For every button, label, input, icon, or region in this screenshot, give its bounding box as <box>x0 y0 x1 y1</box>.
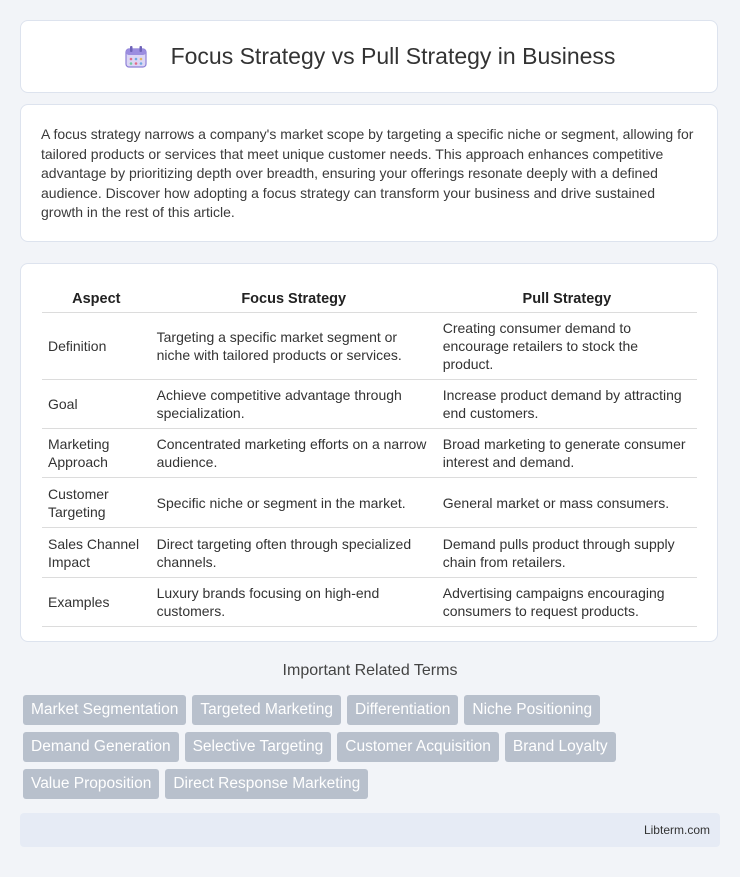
tag-value-proposition[interactable]: Value Proposition <box>23 769 159 799</box>
cell-aspect: Marketing Approach <box>42 429 151 478</box>
tag-niche-positioning[interactable]: Niche Positioning <box>464 695 600 725</box>
column-header-pull: Pull Strategy <box>437 284 697 313</box>
footer-site-link[interactable]: Libterm.com <box>643 823 710 837</box>
cell-aspect: Examples <box>42 578 151 627</box>
cell-aspect: Sales Channel Impact <box>42 528 151 578</box>
table-row <box>42 380 697 429</box>
table-row <box>42 313 697 380</box>
cell-pull: Demand pulls product through supply chain from retailers. <box>437 528 697 578</box>
tag-differentiation[interactable]: Differentiation <box>347 695 458 725</box>
comparison-table-card <box>20 263 718 642</box>
tag-customer-acquisition[interactable]: Customer Acquisition <box>337 732 499 762</box>
cell-pull: Broad marketing to generate consumer interest and demand. <box>437 429 697 478</box>
tag-row <box>23 769 723 799</box>
table-row <box>42 578 697 627</box>
page-title: Focus Strategy vs Pull Strategy in Business <box>170 43 616 69</box>
cell-focus: Achieve competitive advantage through specialization. <box>151 380 437 429</box>
cell-focus: Direct targeting often through specialized channels. <box>151 528 437 578</box>
column-header-focus: Focus Strategy <box>151 284 437 313</box>
cell-aspect: Customer Targeting <box>42 478 151 528</box>
cell-pull: Creating consumer demand to encourage retailers to stock the product. <box>437 313 697 380</box>
cell-pull: Advertising campaigns encouraging consumers to request products. <box>437 578 697 627</box>
tag-direct-response-marketing[interactable]: Direct Response Marketing <box>165 769 368 799</box>
table-row <box>42 478 697 528</box>
tag-brand-loyalty[interactable]: Brand Loyalty <box>505 732 616 762</box>
related-terms-list <box>23 695 723 806</box>
intro-text: A focus strategy narrows a company's market scope by targeting a specific niche or segment, allowing for tailored products or services that meet unique customer needs. This approach enhances competitive advantage by prioritizing depth over breadth, ensuring your offerings resonate deeply with a defined audience. Discover how adopting a focus strategy can transform your business and drive sustained growth in the rest of this article. <box>41 126 694 221</box>
tag-selective-targeting[interactable]: Selective Targeting <box>185 732 332 762</box>
related-terms-title: Important Related Terms <box>282 662 458 679</box>
cell-focus: Luxury brands focusing on high-end customers. <box>151 578 437 627</box>
tag-row <box>23 695 723 725</box>
footer <box>20 813 720 847</box>
comparison-table <box>42 284 697 627</box>
intro-card <box>20 104 718 242</box>
cell-pull: General market or mass consumers. <box>437 478 697 528</box>
table-row <box>42 528 697 578</box>
tag-row <box>23 732 723 762</box>
tag-market-segmentation[interactable]: Market Segmentation <box>23 695 186 725</box>
cell-aspect: Goal <box>42 380 151 429</box>
tag-demand-generation[interactable]: Demand Generation <box>23 732 179 762</box>
cell-focus: Concentrated marketing efforts on a narrow audience. <box>151 429 437 478</box>
tag-targeted-marketing[interactable]: Targeted Marketing <box>192 695 341 725</box>
cell-focus: Specific niche or segment in the market. <box>151 478 437 528</box>
table-header-row <box>42 284 697 313</box>
cell-aspect: Definition <box>42 313 151 380</box>
table-row <box>42 429 697 478</box>
calendar-icon <box>123 44 149 70</box>
column-header-aspect: Aspect <box>42 284 151 313</box>
cell-pull: Increase product demand by attracting end customers. <box>437 380 697 429</box>
header-card <box>20 20 718 93</box>
cell-focus: Targeting a specific market segment or niche with tailored products or services. <box>151 313 437 380</box>
